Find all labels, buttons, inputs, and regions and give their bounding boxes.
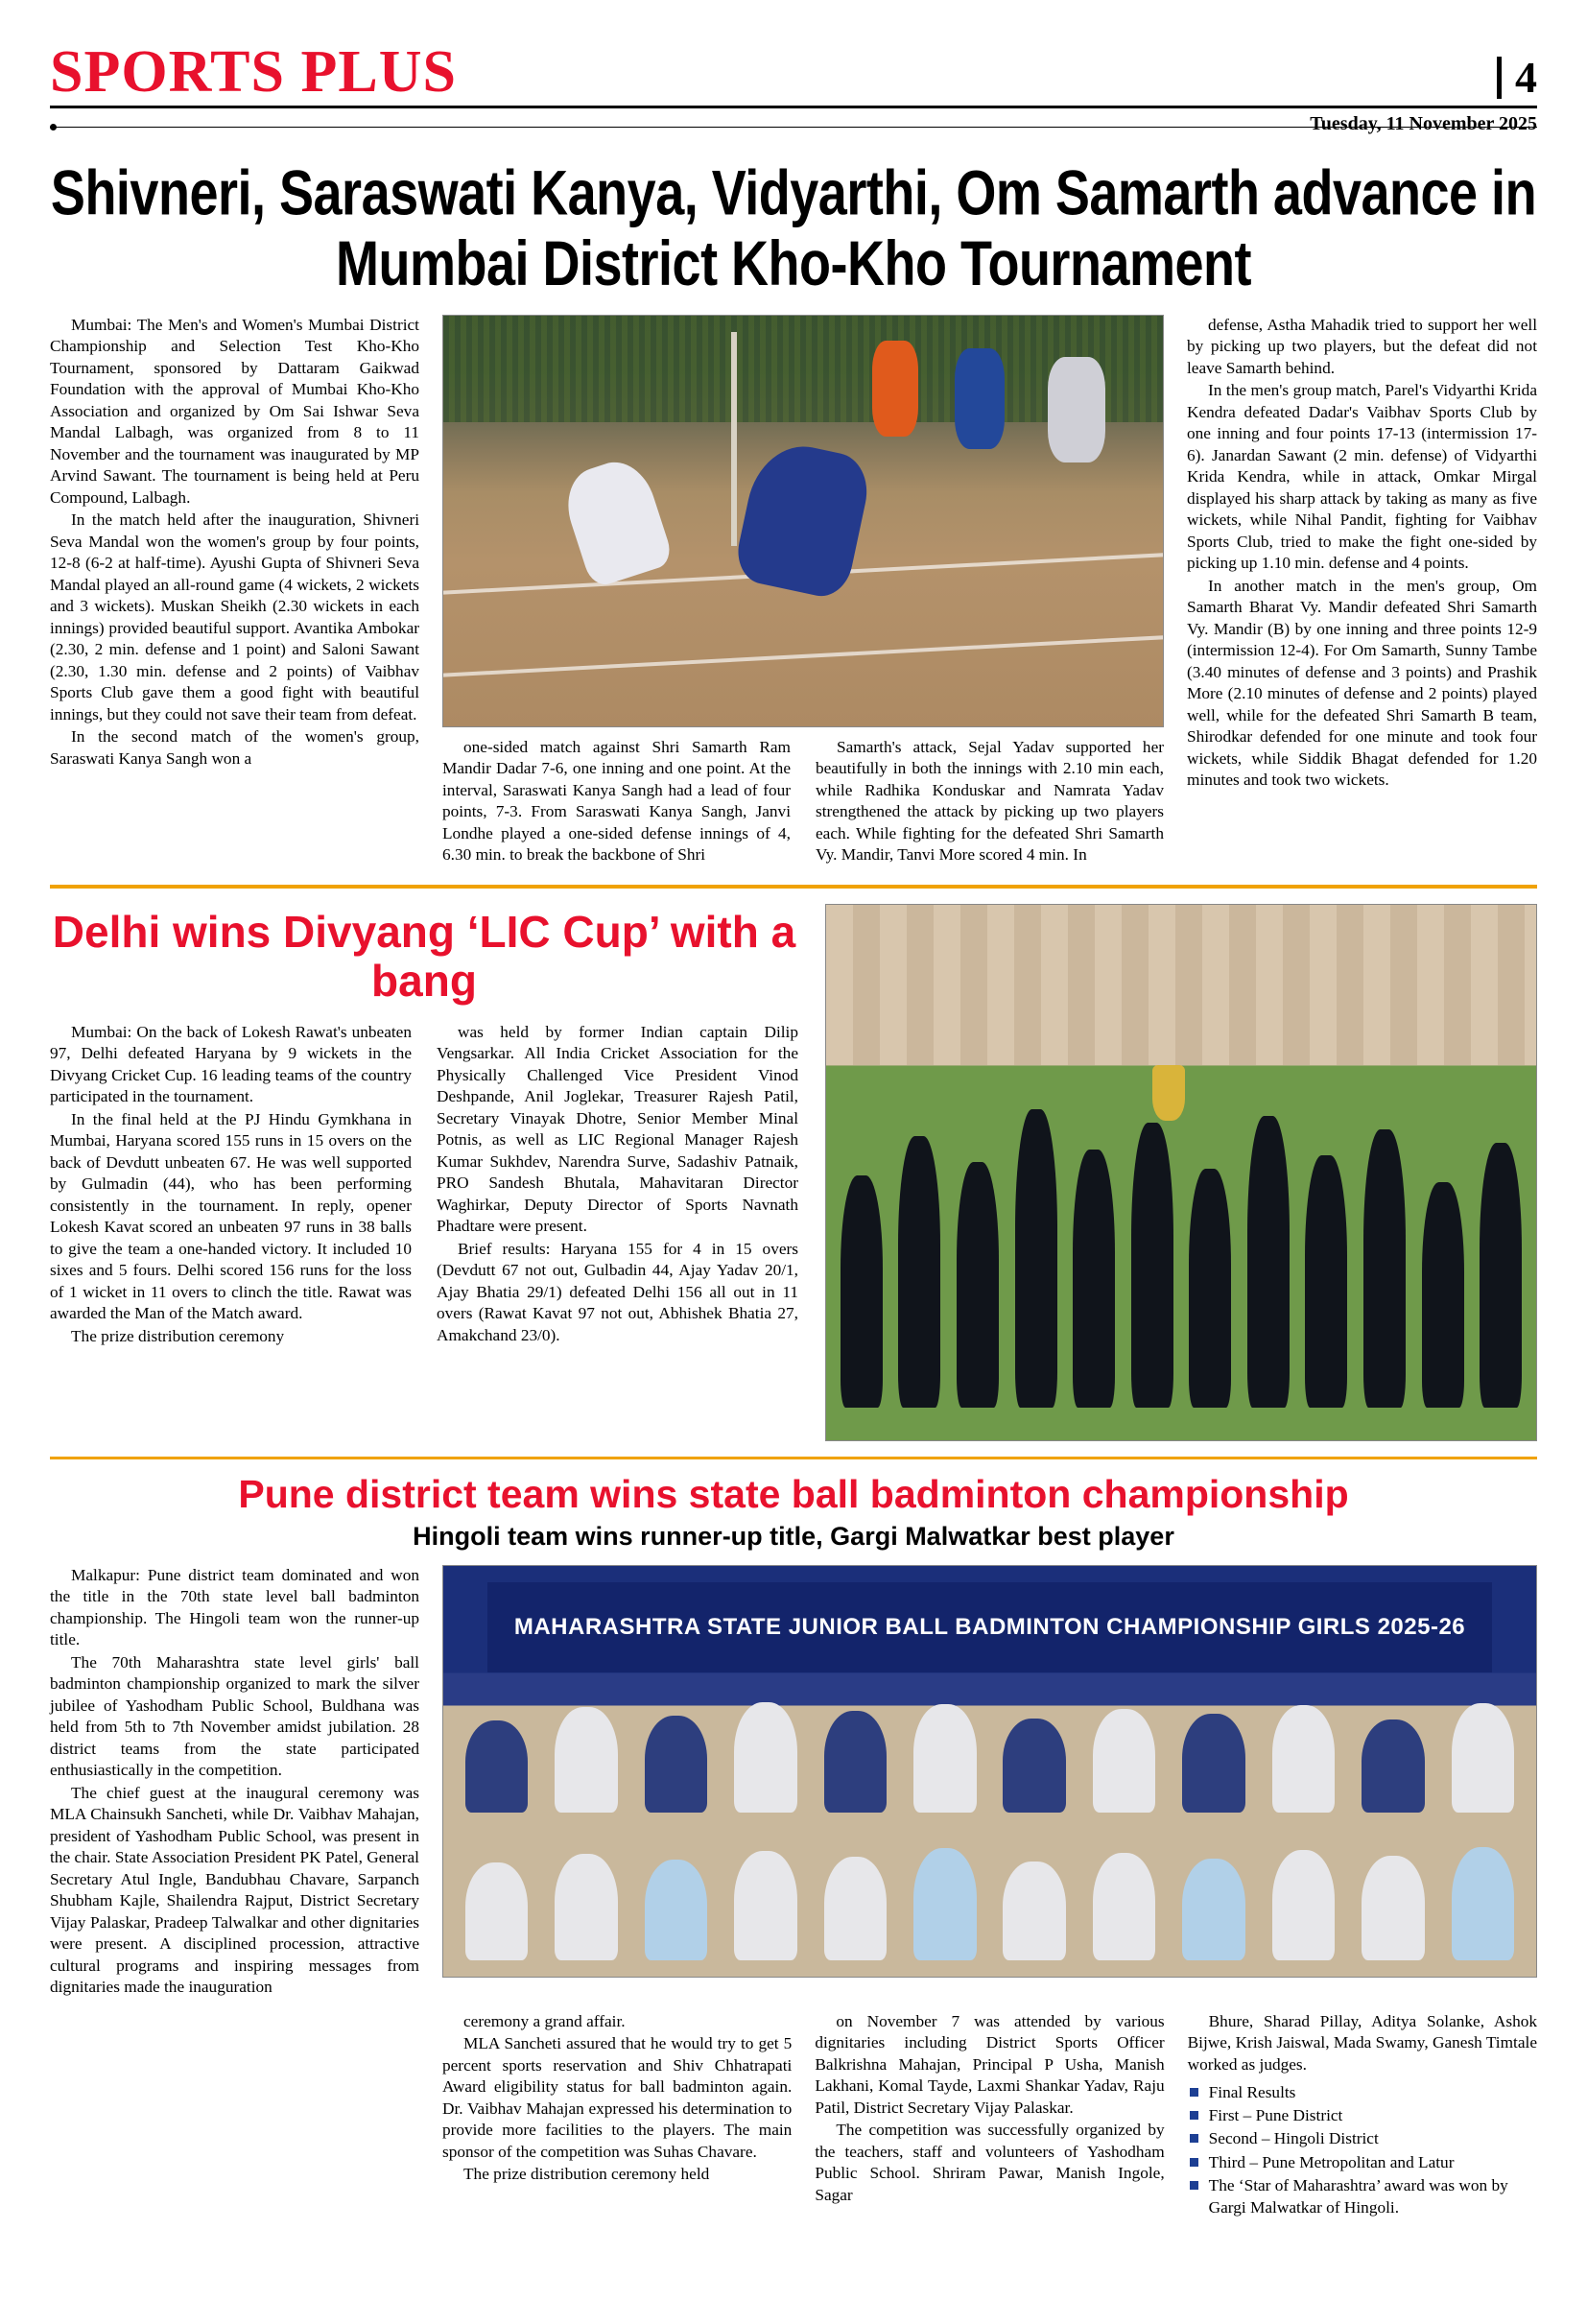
story-badminton-bottom [50, 2011, 1537, 2219]
photo-spectator [1048, 357, 1105, 462]
paragraph: Bhure, Sharad Pillay, Aditya Solanke, Ashok Bijwe, Krish Jaiswal, Mada Swamy, Ganesh Timtale worked as judges. [1187, 2011, 1537, 2074]
photo-person [1003, 1862, 1066, 1960]
photo-person [1093, 1853, 1156, 1960]
final-results-list [1188, 2081, 1537, 2218]
page-number-bar [1497, 57, 1502, 99]
photo-person [1093, 1709, 1156, 1813]
list-item: Second – Hingoli District [1188, 2127, 1537, 2149]
photo-person [645, 1860, 708, 1960]
photo-person [555, 1854, 618, 1960]
photo-stadium-wall [826, 905, 1536, 1065]
paragraph: ceremony a grand affair. [463, 2011, 626, 2030]
photo-player [841, 1175, 883, 1408]
photo-player [1073, 1150, 1115, 1409]
photo-person [734, 1851, 797, 1960]
badminton-photo [442, 1565, 1537, 1978]
photo-person [465, 1862, 529, 1960]
photo-player [1422, 1182, 1464, 1408]
list-item: Final Results [1188, 2081, 1537, 2103]
story-khokho-middle [442, 315, 1164, 867]
lead-headline: Shivneri, Saraswati Kanya, Vidyarthi, Om Samarth advance in Mumbai District Kho-Kho Tournament [50, 158, 1537, 299]
story-badminton-top [50, 1565, 1537, 2000]
paragraph: The chief guest at the inaugural ceremony was MLA Chainsukh Sancheti, while Dr. Vaibhav Mahajan, president of Yashodham Public School, was present in the chair. State Association President PK Patel, General Secretary Atul Ingle, Bandubhau Chavare, Sarpanch Shubham Kajle, Shailendra Rajput, District Secretary Vijay Palaskar, Pradeep Talwalkar and other dignitaries were present. A disciplined procession, attractive cultural programs and inspiring messages from dignitaries made the inauguration [50, 1783, 419, 1997]
photo-banner-text: MAHARASHTRA STATE JUNIOR BALL BADMINTON CHAMPIONSHIP GIRLS 2025-26 [487, 1582, 1493, 1672]
photo-person [1272, 1850, 1336, 1960]
paragraph: The 70th Maharashtra state level girls' ball badminton championship organized to mark the silver jubilee of Yashodham Public School, Buldhana was held from 5th to 7th November amidst jubilation. 28 district teams from the state participated enthusiastically in the competition. [50, 1652, 419, 1780]
photo-player [898, 1136, 940, 1409]
publication-title: SPORTS PLUS [50, 39, 457, 105]
photo-person [734, 1702, 797, 1813]
paragraph: Mumbai: The Men's and Women's Mumbai District Championship and Selection Test Kho-Kho Tournament, sponsored by Dattaram Gaikwad Foundation with the approval of Mumbai Kho-Kho Association and organized by Om Sai Ishwar Seva Mandal Lalbagh, was organized from 8 to 11 November and the tournament was inaugurated by MP Arvind Sawant. The tournament is being held at Peru Compound, Lalbagh. [50, 315, 419, 507]
photo-player [957, 1162, 999, 1408]
photo-pole [731, 332, 737, 546]
photo-player [1131, 1123, 1173, 1409]
lic-cup-headline: Delhi wins Divyang ‘LIC Cup’ with a bang [52, 906, 796, 1007]
section-divider [50, 1457, 1537, 1459]
photo-team-row [841, 1076, 1522, 1408]
page-number-group [1497, 53, 1537, 102]
story-badminton-col1 [50, 1565, 419, 2000]
story-lic-right [825, 904, 1537, 1441]
list-item: The ‘Star of Maharashtra’ award was won by Gargi Malwatkar of Hingoli. [1188, 2174, 1537, 2218]
paragraph: In the men's group match, Parel's Vidyarthi Krida Kendra defeated Dadar's Vaibhav Sports Club by one inning and four points 17-13 (intermission 17-6). Janardan Sawant (2 min. defense) of Vidyarthi Krida Kendra, while in attack, Omkar Mirgal displayed his sharp attack by taking as many as five wickets, while Nihal Pandit, fighting for Vaibhav Sports Club, tried to make the fight one-sided by picking up 1.10 min. defense and 4 points. [1187, 381, 1537, 573]
story-khokho-col3 [816, 737, 1164, 867]
photo-person [824, 1711, 888, 1812]
story-lic-columns [50, 1022, 798, 1348]
photo-player-white [557, 453, 675, 589]
story-khokho [50, 315, 1537, 867]
photo-person [645, 1716, 708, 1813]
paragraph: MLA Sancheti assured that he would try to get 5 percent sports reservation and Shiv Chhatrapati Award eligibility status for ball badminton again. Dr. Vaibhav Mahajan expressed his determination to provide more facilities to the players. The main sponsor of the competition was Suhas Chavare. [442, 2034, 793, 2161]
paragraph: defense, Astha Mahadik tried to support her well by picking up two players, but the defeat did not leave Samarth behind. [1187, 315, 1537, 377]
paragraph: Mumbai: On the back of Lokesh Rawat's unbeaten 97, Delhi defeated Haryana by 9 wickets in the Divyang Cricket Cup. 16 leading teams of the country participated in the tournament. [50, 1022, 412, 1106]
photo-player [1480, 1143, 1522, 1409]
paragraph: on November 7 was attended by various dignitaries including District Sports Officer Balkrishna Mahajan, Principal P Usha, Manish Lakhani, Komal Tayde, Laxmi Shankar Yadav, Raju Patil, District Secretary Vijay Palaskar. [815, 2011, 1165, 2117]
ball-badminton-headline: Pune district team wins state ball badminton championship [238, 1471, 1349, 1516]
photo-player [1305, 1155, 1347, 1408]
paragraph: Brief results: Haryana 155 for 4 in 15 overs (Devdutt 67 not out, Gulbadin 44, Ajay Yadav 20/1, Ajay Bhatia 29/1) defeated Delhi 156 all out in 11 overs (Rawat Kavat 97 not out, Abhishek Bhatia 27, Amakchand 23/0). [437, 1239, 798, 1344]
photo-person [1362, 1856, 1425, 1960]
section-divider [50, 885, 1537, 889]
story-ball-badminton [50, 1473, 1537, 2219]
paragraph: In another match in the men's group, Om Samarth Bharat Vy. Mandir defeated Shri Samarth Vy. Mandir (B) by one inning and three points 12-9 (intermission 12-4). For Om Samarth, Sunny Tambe (3.40 minutes of defense and 3 points) and Prashik More (2.10 minutes of defense and 2 points) played well, while for the defeated Shri Samarth B team, Shirodkar defended for one minute and took four wickets, while Siddik Bhagat defended for 1.20 minutes and took two wickets. [1187, 576, 1537, 790]
story-lic-cup [50, 904, 1537, 1441]
dateline: Tuesday, 11 November 2025 [1310, 113, 1537, 134]
story-badminton-col4 [1188, 2011, 1537, 2219]
photo-spectator [955, 348, 1005, 449]
masthead [50, 39, 1537, 108]
photo-front-row [465, 1820, 1514, 1960]
photo-player [1015, 1109, 1057, 1408]
paragraph: In the final held at the PJ Hindu Gymkhana in Mumbai, Haryana scored 155 runs in 15 overs on the back of Devdutt unbeaten 67. He was well supported by Gulmadin (44), who has been performing consistently in the tournament. In reply, opener Lokesh Kavat scored an unbeaten 97 runs in 38 balls to give the team a one-handed victory. It included 10 sixes and 5 fours. Delhi scored 156 runs for the loss of 1 wicket in 11 overs to clinch the title. Rawat was awarded the Man of the Match award. [50, 1109, 412, 1323]
photo-person [1182, 1859, 1245, 1960]
paragraph: The prize distribution ceremony [71, 1326, 285, 1345]
paragraph: In the match held after the inauguration, Shivneri Seva Mandal won the women's group by four points, 12-8 (6-2 at half-time). Ayushi Gupta of Shivneri Seva Mandal played an all-round game (4 wickets, 2 wickets and 3 wickets). Muskan Sheikh (2.30 wickets in each innings) provided beautiful support. Avantika Ambokar (2.30, 2 min. defense and 1 point) and Saloni Sawant (2.30, 1.30 min. defense and 2 points) of Vaibhav Sports Club gave them a good fight with beautiful innings, but they could not save their team from defeat. [50, 510, 419, 723]
story-badminton-col2 [442, 2011, 792, 2219]
khokho-photo [442, 315, 1164, 727]
story-lic-left [50, 904, 798, 1441]
photo-person [1452, 1847, 1515, 1960]
paragraph: The competition was successfully organized by the teachers, staff and volunteers of Yashodham Public School. Shriram Pawar, Manish Ingole, Sagar [815, 2121, 1165, 2204]
story-khokho-col1 [50, 315, 419, 867]
paragraph: was held by former Indian captain Dilip Vengsarkar. All India Cricket Association for the Physically Challenged Vice President Vinod Deshpande, Anil Joglekar, Treasurer Rajesh Patil, Secretary Vinayak Dhotre, Senior Member Minal Potnis, as well as LIC Regional Manager Rajesh Kumar Sukhdev, Narendra Surve, Sadashiv Patnaik, PRO Sandesh Bhutala, Mahavitaran Director Waghirkar, Deputy Director of Sports Navnath Phadtare were present. [437, 1022, 798, 1236]
photo-person [913, 1704, 977, 1813]
photo-person [555, 1707, 618, 1813]
list-item: First – Pune District [1188, 2104, 1537, 2126]
ball-badminton-subhead: Hingoli team wins runner-up title, Gargi Malwatkar best player [413, 1521, 1174, 1551]
photo-spectator [872, 341, 918, 437]
story-khokho-midtext [442, 737, 1164, 867]
story-lic-col2 [437, 1022, 798, 1348]
photo-person [1003, 1719, 1066, 1813]
photo-player [1247, 1116, 1290, 1408]
photo-person [913, 1848, 977, 1959]
paragraph: In the second match of the women's group, Saraswati Kanya Sangh won a [50, 727, 419, 768]
photo-courtline [442, 628, 1164, 680]
photo-player-blue [732, 437, 875, 602]
list-item: Third – Pune Metropolitan and Latur [1188, 2151, 1537, 2173]
photo-player [1189, 1169, 1231, 1408]
photo-person [1272, 1705, 1336, 1812]
story-badminton-photo-wrap [442, 1565, 1537, 2000]
paragraph: Samarth's attack, Sejal Yadav supported her beautifully in both the innings with 2.10 min each, while Radhika Konduskar and Namrata Yadav strengthened the attack by picking up two players each. While fighting for the defeated Shri Samarth Vy. Mandir, Tanvi More scored 4 min. In [816, 737, 1164, 865]
photo-person [824, 1857, 888, 1960]
photo-person [1362, 1719, 1425, 1813]
paragraph: Malkapur: Pune district team dominated and won the title in the 70th state level ball badminton championship. The Hingoli team won the runner-up title. [50, 1565, 419, 1649]
page-number: 4 [1515, 53, 1537, 102]
photo-person [465, 1720, 529, 1813]
photo-player [1363, 1129, 1406, 1409]
cricket-team-photo [825, 904, 1537, 1441]
story-lic-col1 [50, 1022, 412, 1348]
photo-person [1182, 1714, 1245, 1813]
story-khokho-col2 [442, 737, 791, 867]
story-badminton-col1-cont [50, 2011, 419, 2219]
paragraph: The prize distribution ceremony held [463, 2165, 710, 2184]
paragraph: one-sided match against Shri Samarth Ram Mandir Dadar 7-6, one inning and one point. At the interval, Saraswati Kanya Sangh had a lead of four points, 7-3. From Saraswati Kanya Sangh, Janvi Londhe played a one-sided defense innings of 4, 6.30 min. to break the backbone of Shri [442, 737, 791, 865]
story-khokho-col4 [1187, 315, 1537, 867]
photo-back-row [465, 1697, 1514, 1813]
story-badminton-col3 [815, 2011, 1164, 2219]
masthead-dot [50, 124, 57, 130]
photo-person [1452, 1703, 1515, 1813]
